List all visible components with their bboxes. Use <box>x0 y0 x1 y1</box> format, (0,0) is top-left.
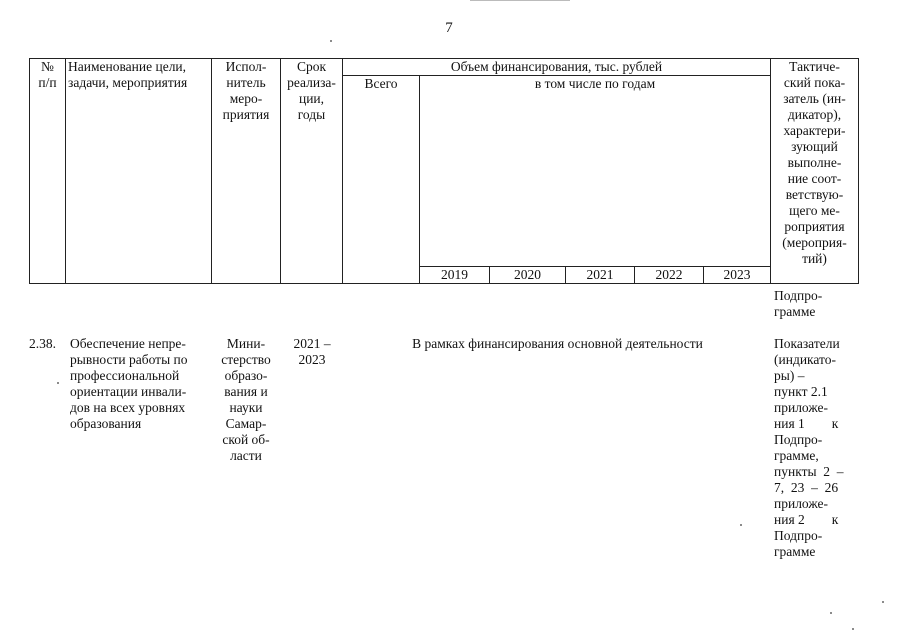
text-line: дикатор), <box>787 107 842 122</box>
row-term <box>284 336 340 368</box>
text-line: приложе- <box>774 496 828 511</box>
header-table <box>29 58 859 284</box>
text-line: 7, 23 – 26 <box>774 480 839 495</box>
row-name <box>70 336 208 432</box>
row-indicator <box>774 336 860 560</box>
text-line: характери- <box>783 123 846 138</box>
text-line: Срок <box>296 59 327 74</box>
text-line: щего ме- <box>789 203 840 218</box>
row-executor <box>215 336 277 464</box>
header-total: Всего <box>343 76 420 284</box>
text-line: Показатели <box>774 336 840 351</box>
text-line: реализа- <box>287 75 336 90</box>
text-line: образо- <box>224 368 268 383</box>
scan-speck <box>740 524 742 526</box>
text-line: ласти <box>230 448 262 463</box>
text-line: стерство <box>221 352 271 367</box>
text-line: (индикато- <box>774 352 837 367</box>
scan-speck <box>852 628 854 630</box>
header-term <box>281 59 343 284</box>
text-line: Тактиче- <box>789 59 840 74</box>
text-line: ры) – <box>774 368 805 383</box>
text-line: нитель <box>226 75 266 90</box>
header-by-years: в том числе по годам <box>420 76 771 267</box>
text-line: выполне- <box>787 155 842 170</box>
text-line: затель (ин- <box>783 91 846 106</box>
header-name <box>66 59 212 284</box>
header-indicator <box>771 59 859 284</box>
text-line: Обеспечение непре- <box>70 336 186 351</box>
text-line: ветствую- <box>785 187 844 202</box>
header-num <box>30 59 66 284</box>
text-line: Наименование цели, <box>68 59 187 74</box>
text-line: грамме, <box>774 448 819 463</box>
text-line: приложе- <box>774 400 828 415</box>
text-line: Мини- <box>226 336 266 351</box>
text-line: Подпро- <box>774 288 823 303</box>
header-funding-title: Объем финансирования, тыс. рублей <box>343 59 771 76</box>
text-line: грамме <box>774 304 816 319</box>
text-line: Испол- <box>225 59 267 74</box>
header-year-2019: 2019 <box>420 267 490 284</box>
text-line: зующий <box>791 139 838 154</box>
scan-speck <box>330 40 332 42</box>
text-line: Подпро- <box>774 432 823 447</box>
text-line: ской об- <box>222 432 270 447</box>
text-line: ориентации инвали- <box>70 384 187 399</box>
text-line: рывности работы по <box>70 352 188 367</box>
overflow-text <box>774 288 860 320</box>
text-line: (мероприя- <box>782 235 847 250</box>
text-line: науки <box>229 400 263 415</box>
text-line: пункты 2 – <box>774 464 844 479</box>
text-line: вания и <box>224 384 268 399</box>
text-line: пункт 2.1 <box>774 384 828 399</box>
header-year-2022: 2022 <box>635 267 704 284</box>
scan-speck <box>882 601 884 603</box>
row-funding: В рамках финансирования основной деятельности <box>412 336 703 351</box>
text-line: меро- <box>229 91 263 106</box>
text-line: ния 2 к <box>774 512 839 527</box>
text-line: ции, <box>298 91 325 106</box>
text-line: ский пока- <box>783 75 846 90</box>
text-line: грамме <box>774 544 816 559</box>
text-line: 2021 – <box>293 336 331 351</box>
text-line: Подпро- <box>774 528 823 543</box>
header-year-2021: 2021 <box>566 267 635 284</box>
text-line: образования <box>70 416 142 431</box>
text-line: п/п <box>38 75 57 90</box>
text-line: тий) <box>802 251 827 266</box>
text-line: роприятия <box>784 219 845 234</box>
page-number: 7 <box>445 20 453 36</box>
row-number: 2.38. <box>29 336 56 351</box>
text-line: годы <box>297 107 326 122</box>
text-line: ния 1 к <box>774 416 839 431</box>
scan-speck <box>57 382 59 384</box>
text-line: приятия <box>222 107 270 122</box>
scan-speck <box>830 612 832 614</box>
text-line: 2023 <box>298 352 326 367</box>
text-line: ние соот- <box>787 171 842 186</box>
text-line: № <box>41 59 54 74</box>
header-year-2023: 2023 <box>704 267 771 284</box>
text-line: задачи, мероприятия <box>68 75 188 90</box>
text-line: дов на всех уровнях <box>70 400 186 415</box>
scan-edge-line <box>470 0 570 1</box>
header-year-2020: 2020 <box>490 267 566 284</box>
text-line: профессиональной <box>70 368 180 383</box>
text-line: Самар- <box>225 416 267 431</box>
header-executor <box>212 59 281 284</box>
